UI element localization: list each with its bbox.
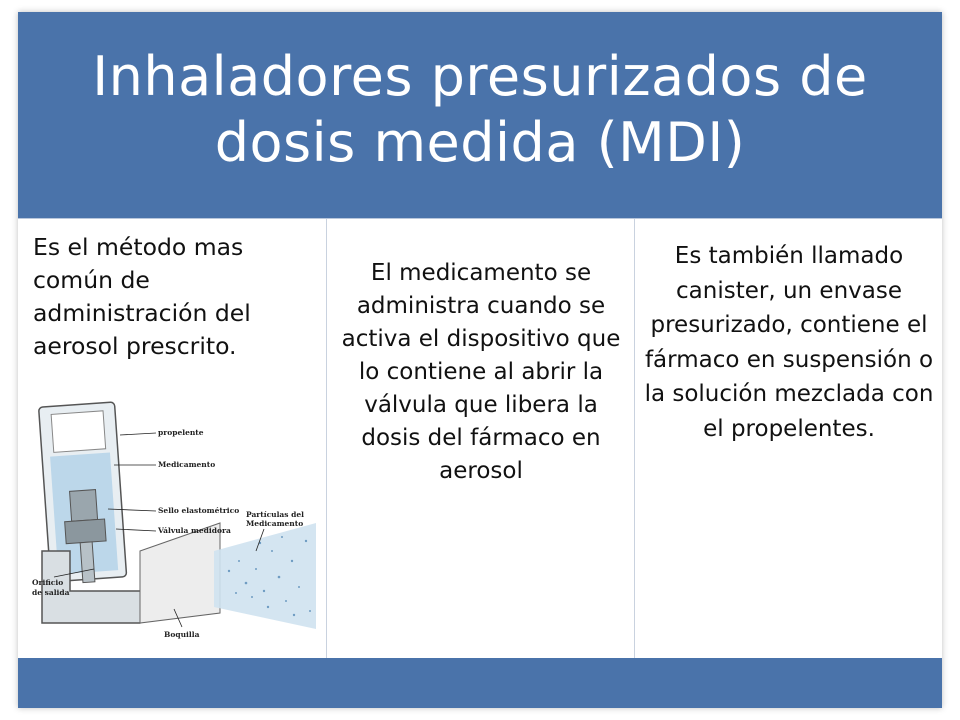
mdi-inhaler-diagram [24,401,316,643]
bottom-band [18,658,942,708]
column-3-text: Es también llamado canister, un envase presurizado, contiene el fármaco en suspensión o la solución mezclada con el propelentes. [644,243,934,442]
column-2-text: El medicamento se administra cuando se activa el dispositivo que lo contiene al abrir la válvula que libera la dosis del fármaco en aerosol [341,260,621,484]
label-propelente: propelente [158,428,204,437]
label-boquilla: Boquilla [164,630,200,639]
label-sello: Sello elastométrico [158,506,240,515]
title-band [18,12,942,218]
label-medicamento: Medicamento [158,460,216,469]
slide-title: Inhaladores presurizados de dosis medida (MDI) [92,45,868,174]
label-particulas-1: Partículas del [246,510,304,519]
table-column-3 [635,219,942,659]
label-orificio-1: Orificio [32,578,64,587]
inhaler-illustration [24,401,316,643]
label-valvula: Válvula medidora [158,526,231,535]
column-1-text: Es el método mas común de administración del aerosol prescrito. [33,233,251,360]
label-particulas-2: Medicamento [246,519,304,528]
label-orificio-2: de salida [32,588,70,597]
table-column-1 [18,219,327,659]
slide-frame [18,12,942,708]
content-table [18,218,942,659]
table-column-2 [327,219,635,659]
